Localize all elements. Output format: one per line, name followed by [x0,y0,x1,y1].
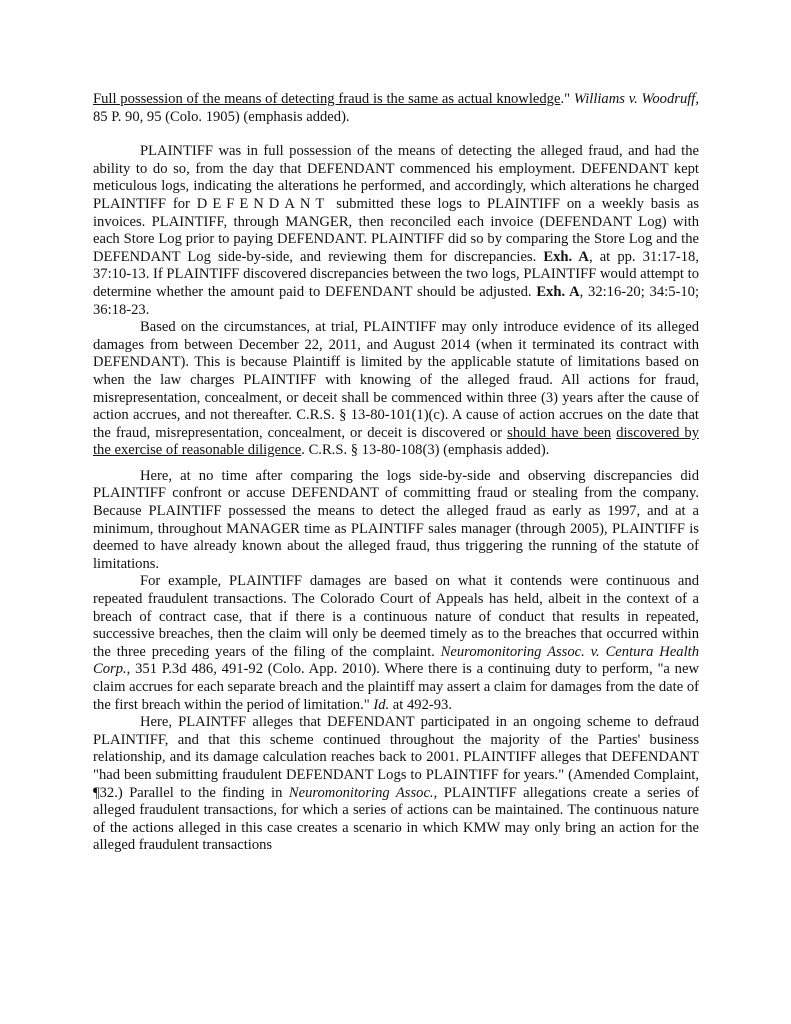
case-name-williams: Williams v. Woodruff [573,91,696,107]
p2-text-4: , 32:16-20; 34:5-10; 36:18-23. [93,283,700,318]
p4-text: Here, at no time after comparing the logs side-by-side and observing discrepancies did PLAINTIFF confront or accuse DEFENDANT of committing fraud or stealing from the company. Because PLAINTIFF possessed the means to detect the alleged fraud as early as 1997, and at a minimum, throughout MANAGER time as PLAINTIFF sales manager (through 2005), PLAINTIFF is deemed to have already known about the alleged fraud, thus triggering the running of the statute of limitations. [93,467,699,572]
exhibit-a-ref-2: Exh. A [536,283,580,300]
underlined-should-have-been: should have been [507,424,612,441]
citation-williams: , 85 P. 90, 95 (Colo. 1905) (emphasis added). [93,91,700,125]
quote-close: ." [560,91,574,107]
p2-text-3: , at pp. 31:17-18, 37:10-13. If PLAINTIFF discovered discrepancies between the two logs, PLAINTIFF would attempt to determine whether the amount paid to DEFENDANT should be adjusted. [93,248,699,300]
case-name-neuromonitoring-short: Neuromonitoring Assoc. [288,784,434,801]
paragraph-continuous-transactions [93,573,699,714]
p6-text-1: Here, PLAINTFF alleges that DEFENDANT participated in an ongoing scheme to defraud PLAINTIFF, and that this scheme continued throughout the majority of the Parties' business relationship, and its damage calculation reaches back to 2001. PLAINTIFF alleges that DEFENDANT "had been submitting fraudulent DEFENDANT Logs to PLAINTIFF for years." (Amended Complaint, ¶32.) Parallel to the finding in [93,714,699,801]
p3-text-3: . C.R.S. § 13-80-108(3) (emphasis added). [301,442,550,459]
case-name-neuromonitoring: Neuromonitoring Assoc. v. Centura Health Corp. [93,643,700,678]
p2-text-1: PLAINTIFF was in full possession of the means of detecting the alleged fraud, and had the ability to do so, from the day that DEFENDANT commenced his employment. DEFENDANT kept meticulous logs, indicating the alterations he performed, and accordingly, which alterations he charged PLAINTIFF for [93,143,699,212]
p6-text-2: , PLAINTIFF allegations create a series of alleged fraudulent transactions, for which a series of actions can be maintained. The continuous nature of the actions alleged in this case creates a scenario in which KMW may only bring an action for the alleged fraudulent transactions [93,784,700,854]
paragraph-williams-quote [93,91,699,126]
p5-text-1: For example, PLAINTIFF damages are based on what it contends were continuous and repeated fraudulent transactions. The Colorado Court of Appeals has held, albeit in the context of a breach of contract case, that if there is a continuous nature of conduct that results in repeated, successive breaches, then the claim will only be deemed timely as to the breaches that occurred within the three preceding years of the filing of the complaint. [93,573,699,660]
paragraph-means-of-detecting [93,143,699,319]
paragraph-no-confrontation [93,468,699,574]
p2-text-2: submitted these logs to PLAINTIFF on a weekly basis as invoices. PLAINTIFF, through MANGER, then reconciled each invoice (DEFENDANT Log) with each Store Log prior to paying DEFENDANT. PLAINTIFF did so by comparing the Store Log and the DEFENDANT Log side-by-side, and reviewing them for discrepancies. [93,195,699,265]
paragraph-ongoing-scheme [93,714,699,855]
paragraph-statute-of-limitations [93,319,699,460]
p5-text-3: at 492-93. [389,696,452,713]
document-page [93,91,699,855]
p5-text-2: , 351 P.3d 486, 491-92 (Colo. App. 2010). Where there is a continuing duty to perform, "a new claim accrues for each separate breach and the plaintiff may assert a claim for damages from the date of the first breach within the period of limitation." [93,661,699,713]
underlined-reasonable-diligence: discovered by the exercise of reasonable diligence [93,424,699,459]
exhibit-a-ref-1: Exh. A [543,248,589,265]
p3-text-1: Based on the circumstances, at trial, PLAINTIFF may only introduce evidence of its alleged damages from between December 22, 2011, and August 2014 (when it terminated its contract with DEFENDANT). This is because Plaintiff is limited by the applicable statute of limitations based on when the law charges PLAINTIFF with knowing of the alleged fraud. All actions for fraud, misrepresentation, concealment, or deceit shall be commenced within three (3) years after the cause of action accrues, and not thereafter. C.R.S. § 13-80-101(1)(c). A cause of action accrues on the date that the fraud, misrepresentation, concealment, or deceit is discovered or [93,319,699,441]
underlined-quote: Full possession of the means of detecting fraud is the same as actual knowledge [93,91,561,107]
p2-spaced-defendant: DEFENDANT [196,195,330,212]
id-cite: Id. [373,696,390,713]
